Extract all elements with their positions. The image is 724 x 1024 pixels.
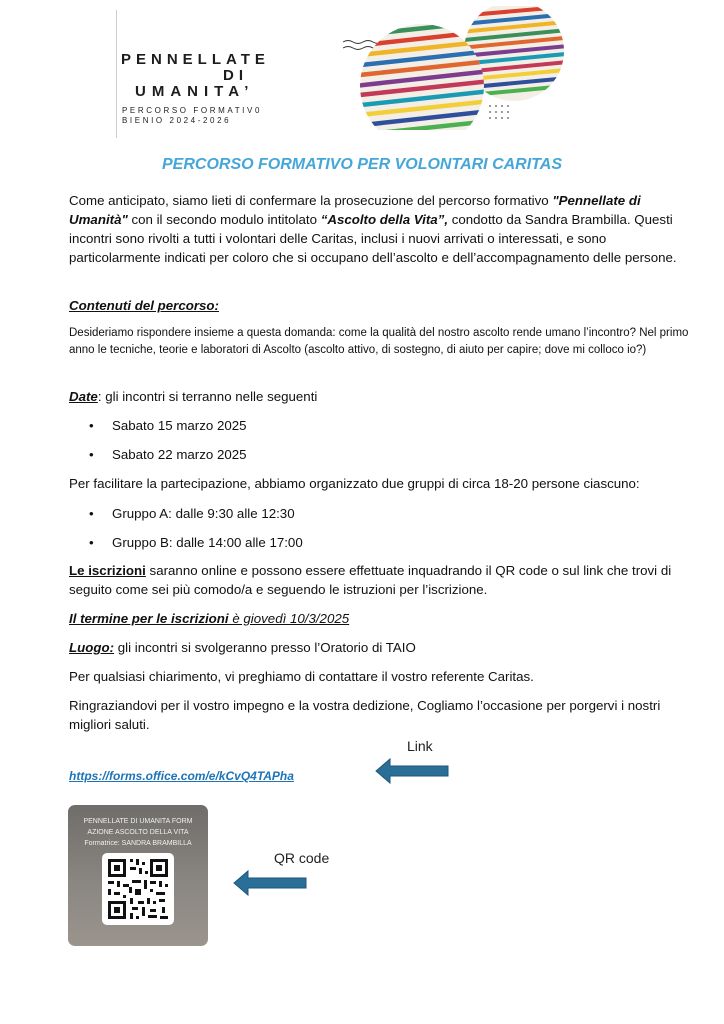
list-item: • Sabato 22 marzo 2025: [69, 445, 669, 464]
qr-card-line3: Formatrice: SANDRA BRAMBILLA: [84, 840, 192, 847]
banner-brand-line2: DI: [223, 67, 248, 84]
dates-list: [69, 416, 669, 464]
list-item: • Gruppo B: dalle 14:00 alle 17:00: [69, 533, 669, 552]
banner-artwork: [340, 6, 590, 130]
banner-brand: [121, 52, 270, 100]
dates-text: : gli incontri si terranno nelle seguenti: [97, 389, 318, 404]
qr-code[interactable]: [102, 853, 174, 925]
place-label: Luogo:: [69, 640, 115, 655]
contents-heading: [69, 296, 689, 315]
banner-divider: [116, 10, 117, 138]
qr-card[interactable]: [68, 805, 208, 946]
deadline-label: Il termine per le iscrizioni: [69, 611, 229, 626]
banner-brand-line3: UMANITA’: [135, 83, 255, 100]
dates-paragraph: [69, 387, 689, 406]
banner-subtitle-line1: PERCORSO FORMATIV0: [122, 106, 262, 115]
contact-paragraph: Per qualsiasi chiarimento, vi preghiamo di contattare il vostro referente Caritas.: [69, 669, 534, 684]
list-item: • Sabato 15 marzo 2025: [69, 416, 669, 435]
qr-card-line2: AZIONE ASCOLTO DELLA VITA: [87, 829, 189, 836]
registration-link[interactable]: https://forms.office.com/e/kCvQ4TAPha: [69, 769, 294, 783]
link-caption: Link: [407, 738, 433, 754]
banner-brand-line1: PENNELLATE: [121, 51, 270, 68]
arrow-left-icon: [374, 757, 450, 785]
deadline-date: è giovedì 10/3/2025: [228, 611, 350, 626]
place-text: gli incontri si svolgeranno presso l’Oratorio di TAIO: [114, 640, 416, 655]
qr-code-icon: [102, 853, 174, 925]
intro-text-1: Come anticipato, siamo lieti di confermare la prosecuzione del percorso formativo: [69, 193, 553, 208]
page-title: PERCORSO FORMATIVO PER VOLONTARI CARITAS: [161, 156, 562, 173]
closing-paragraph: Ringraziandovi per il vostro impegno e la vostra dedizione, Cogliamo l’occasione per porgervi i nostri migliori saluti.: [69, 698, 661, 732]
intro-module-name: “Ascolto della Vita”,: [320, 212, 449, 227]
qr-caption: QR code: [274, 850, 330, 866]
intro-text-2: con il secondo modulo intitolato: [127, 212, 321, 227]
qr-card-line1: PENNELLATE DI UMANITA FORM: [83, 818, 193, 825]
intro-text-3: condotto da Sandra Brambilla. Questi incontri sono rivolti a tutti i volontari delle Caritas, inclusi i nuovi arrivati o interessati, e sono particolarmente indicati per coloro che si occupano dell’ascolto e dell’accompagnamento delle persone.: [69, 212, 677, 265]
intro-course-name: "Pennellate di Umanità": [69, 193, 641, 227]
arrow-left-icon: [232, 869, 308, 897]
registration-paragraph: [69, 561, 689, 599]
contents-heading-label: Contenuti del percorso:: [69, 298, 219, 313]
contents-text: Desideriamo rispondere insieme a questa domanda: come la qualità del nostro ascolto rende umano l’incontro? Nel primo anno le tecniche, teorie e laboratori di Ascolto (ascolto attivo, di sostegno, di aiuto per capire; dove mi colloco io?): [69, 327, 689, 356]
groups-list: [69, 504, 669, 552]
banner-subtitle: [122, 106, 262, 126]
list-item: • Gruppo A: dalle 9:30 alle 12:30: [69, 504, 669, 523]
intro-paragraph: [69, 191, 689, 267]
registration-label: Le iscrizioni: [69, 563, 146, 578]
dates-label: Date: [69, 389, 98, 404]
groups-intro: Per facilitare la partecipazione, abbiamo organizzato due gruppi di circa 18-20 persone ciascuno:: [69, 476, 640, 491]
banner-subtitle-line2: BIENIO 2024-2026: [122, 116, 232, 125]
registration-text: saranno online e possono essere effettuate inquadrando il QR code o sul link che trovi di seguito come sei più comodo/a e seguendo le istruzioni per l’iscrizione.: [69, 563, 672, 597]
place-paragraph: [69, 638, 689, 657]
deadline-paragraph: [69, 609, 689, 628]
